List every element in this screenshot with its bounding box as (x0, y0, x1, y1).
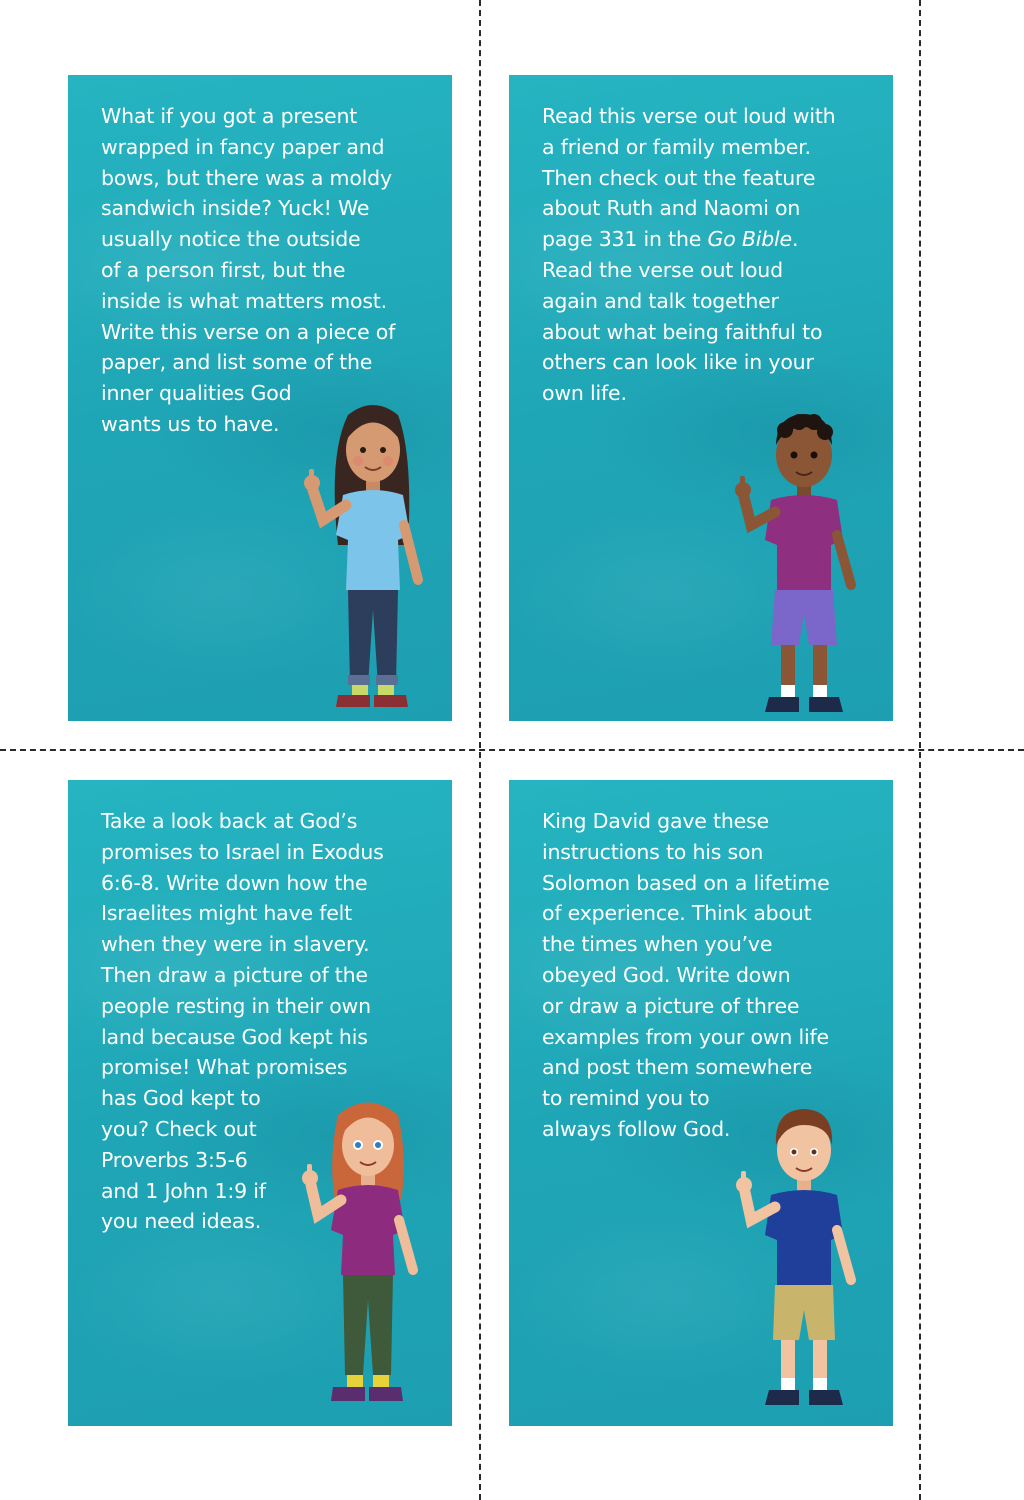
card-3-text: Take a look back at God’s promises to Israel in Exodus 6:6-8. Write down how the Israelites might have felt when they were in slavery. Then draw a picture of the people resting in their own land because God kept his promise! What promises has God kept to you? Check out Proverbs 3:5-6 and 1 John 1:9 if you need ideas. (101, 809, 384, 1234)
card-2-text-part-1: Read this verse out loud with a friend or family member. Then check out the feature about Ruth and Naomi on page 331 in the (542, 104, 836, 252)
activity-card-4 (509, 780, 893, 1426)
girl-red-hair-illustration (283, 1090, 452, 1420)
activity-card-3 (68, 780, 452, 1426)
boy-curly-hair-illustration (719, 400, 889, 721)
card-1-text: What if you got a present wrapped in fancy paper and bows, but there was a moldy sandwich inside? Yuck! We usually notice the outside of a person first, but the inside is what matters most. Write this verse on a piece of paper, and list some of the inner qualities God wants us to have. (101, 104, 396, 436)
activity-card-2 (509, 75, 893, 721)
card-4-text: King David gave these instructions to his son Solomon based on a lifetime of experience. Think about the times when you’ve obeyed God. Write down or draw a picture of three examples from your own life and post them somewhere to remind you to always follow God. (542, 809, 830, 1141)
card-2-text (542, 101, 872, 409)
horizontal-cut-line (0, 749, 1024, 751)
go-bible-title: Go Bible (707, 227, 792, 252)
card-2-text-part-2: . Read the verse out loud again and talk together about what being faithful to others can look like in your own life. (542, 227, 823, 406)
girl-dark-hair-illustration (288, 395, 452, 721)
activity-card-1 (68, 75, 452, 721)
boy-brown-hair-illustration (719, 1095, 889, 1425)
